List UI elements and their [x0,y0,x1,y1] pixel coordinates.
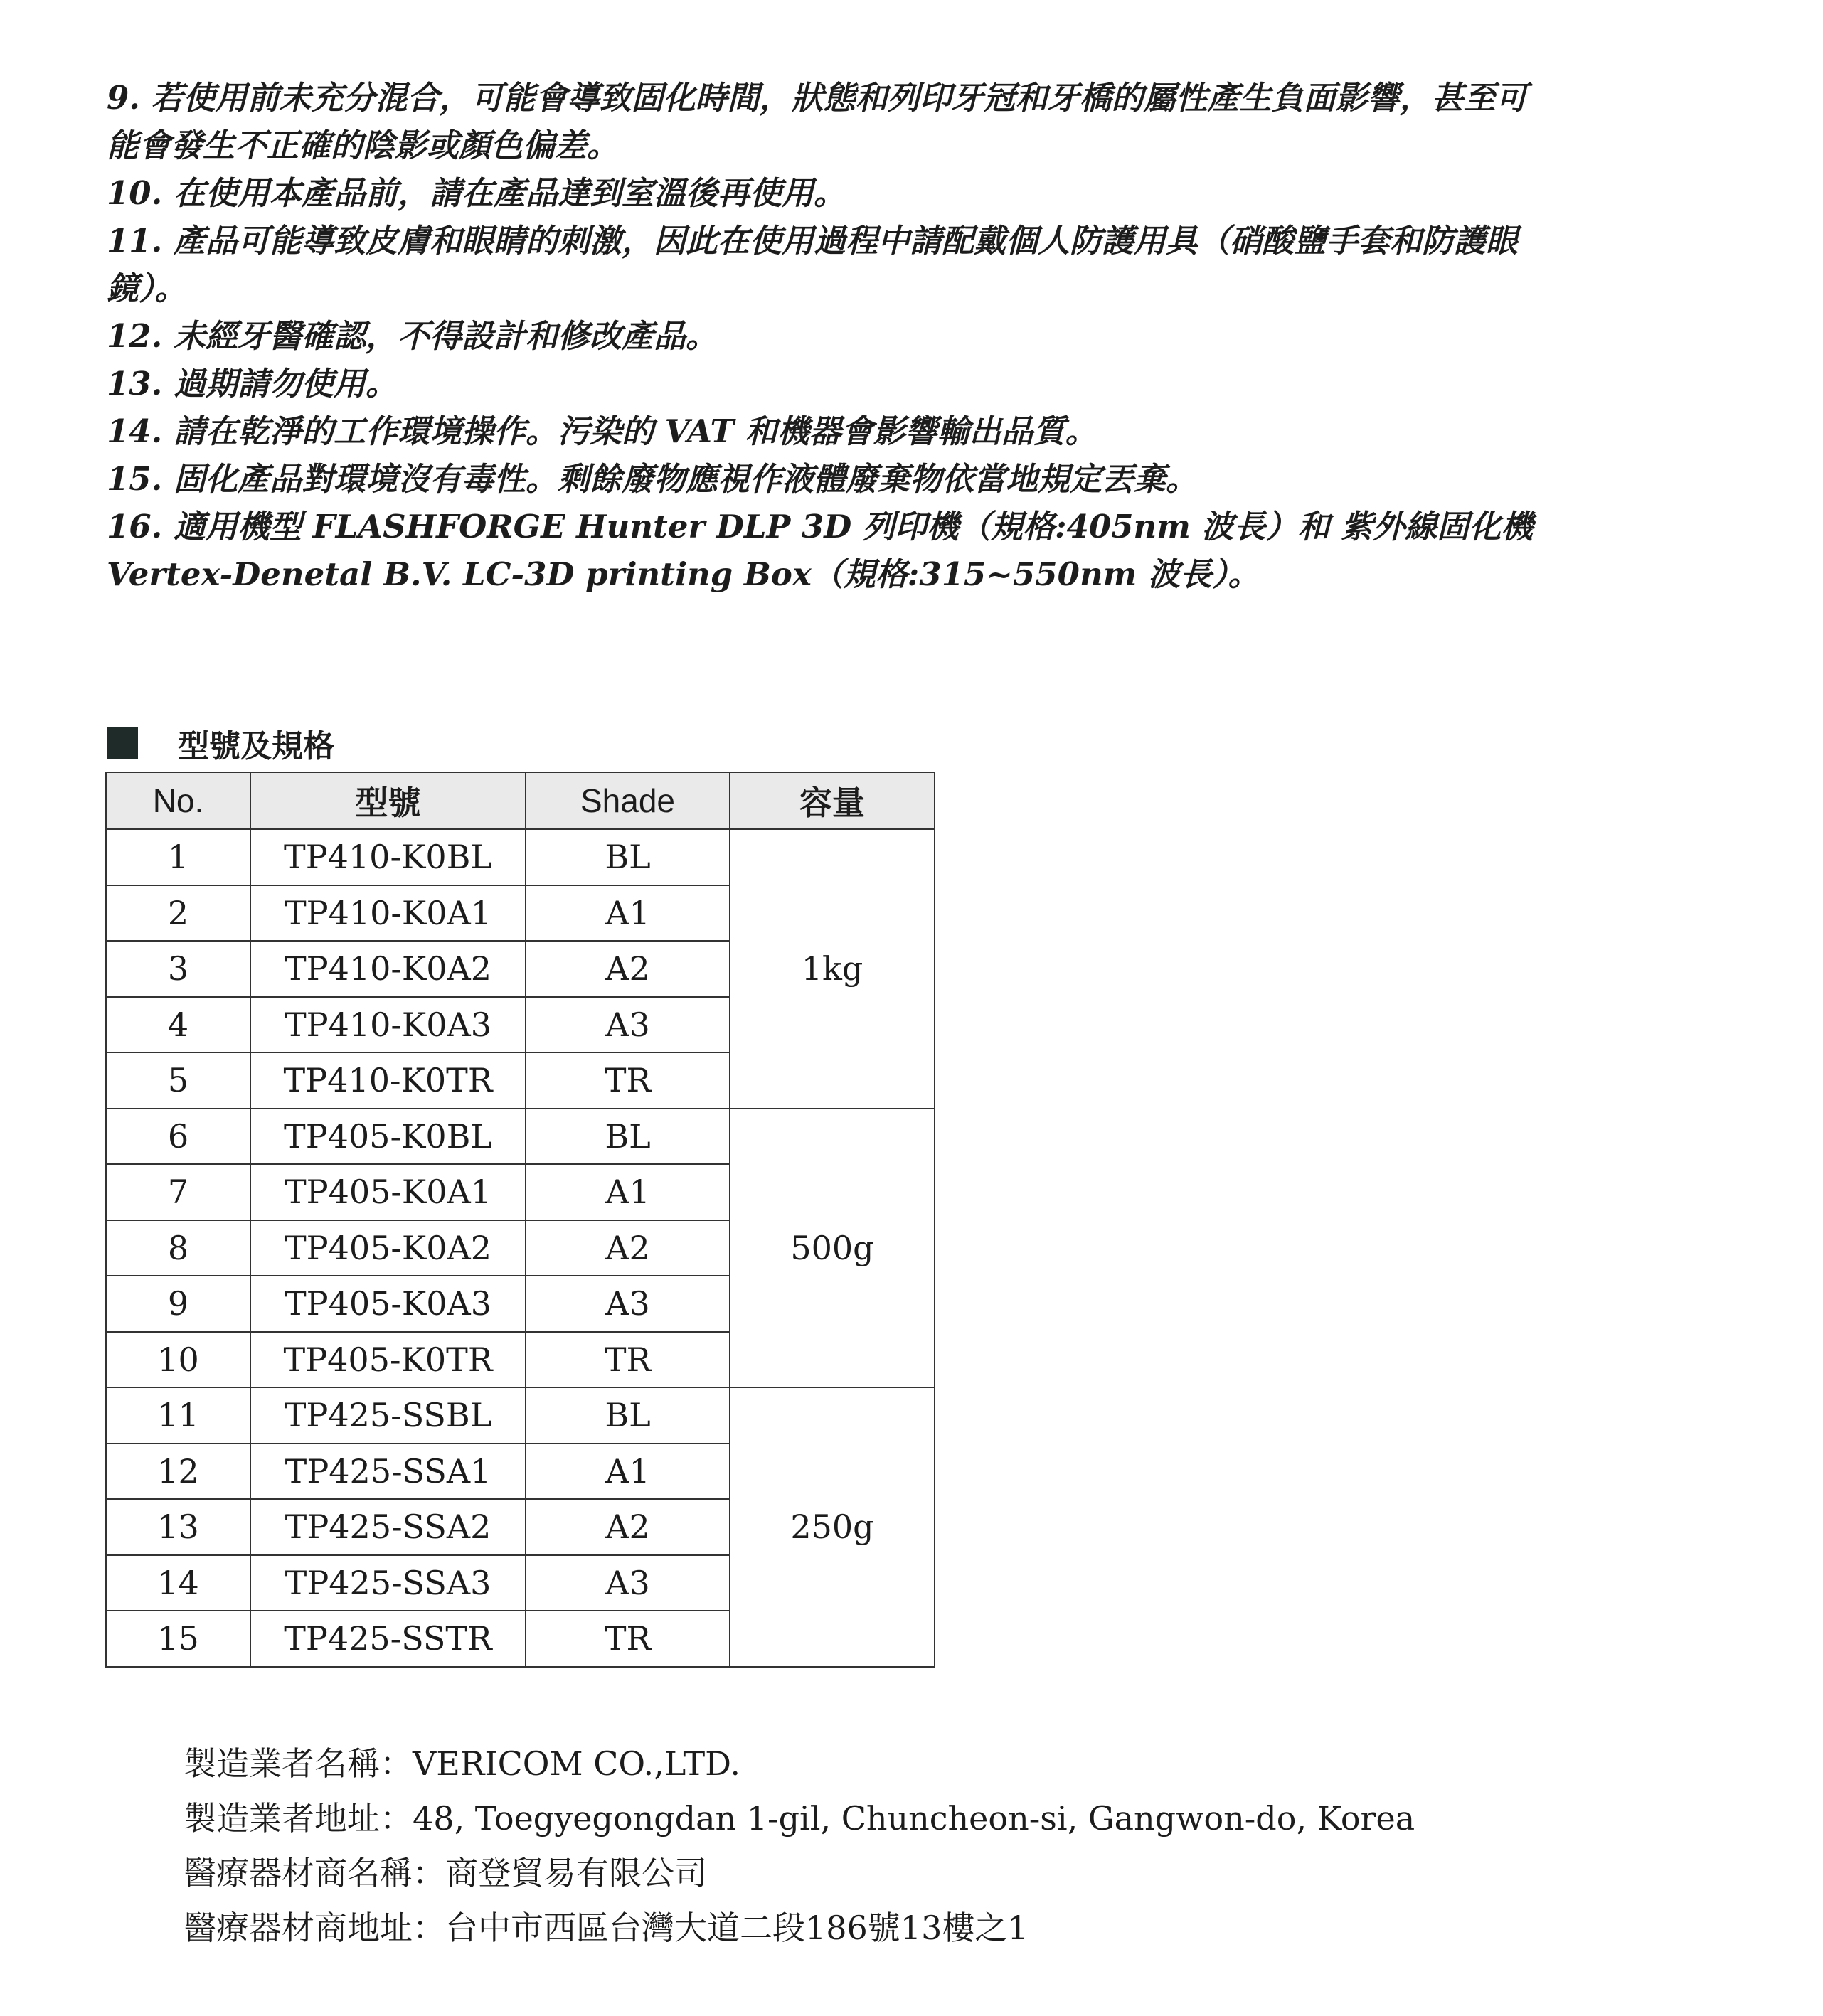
cell-no: 4 [106,997,250,1053]
cell-shade: TR [526,1611,730,1667]
cell-shade: BL [526,1109,730,1165]
cell-no: 7 [106,1164,250,1220]
table-header-row [106,772,935,829]
cell-shade: A2 [526,941,730,997]
header-no: No. [106,772,250,829]
usage-notes [107,74,1728,598]
cell-no: 15 [106,1611,250,1667]
cell-model: TP425-SSBL [250,1387,526,1444]
distributor-name: 醫療器材商名稱：商登貿易有限公司 [184,1854,707,1892]
cell-model: TP410-K0A1 [250,885,526,942]
cell-capacity: 500g [730,1109,935,1388]
table-row [106,829,935,885]
cell-shade: BL [526,829,730,885]
note-line: 11. 產品可能導致皮膚和眼睛的刺激，因此在使用過程中請配戴個人防護用具（硝酸鹽手套和防護眼 [107,222,1518,260]
cell-shade: TR [526,1052,730,1109]
cell-no: 14 [106,1555,250,1611]
table-row [106,1109,935,1165]
cell-model: TP410-K0BL [250,829,526,885]
cell-model: TP405-K0A2 [250,1220,526,1276]
cell-shade: A3 [526,997,730,1053]
cell-capacity: 250g [730,1387,935,1667]
cell-no: 6 [106,1109,250,1165]
cell-no: 11 [106,1387,250,1444]
note-line: 15. 固化產品對環境沒有毒性。剩餘廢物應視作液體廢棄物依當地規定丟棄。 [107,460,1198,498]
cell-shade: A2 [526,1220,730,1276]
note-line: 13. 過期請勿使用。 [107,365,398,402]
note-line: 10. 在使用本產品前，請在產品達到室溫後再使用。 [107,174,846,212]
cell-no: 12 [106,1444,250,1500]
cell-no: 1 [106,829,250,885]
header-model: 型號 [250,772,526,829]
cell-shade: A2 [526,1499,730,1555]
cell-shade: A3 [526,1276,730,1332]
cell-no: 2 [106,885,250,942]
cell-shade: TR [526,1332,730,1388]
model-spec-table [105,772,935,1668]
cell-model: TP410-K0A3 [250,997,526,1053]
section-title: 型號及規格 [178,728,334,764]
cell-capacity: 1kg [730,829,935,1109]
cell-shade: A1 [526,885,730,942]
manufacturer-name: 製造業者名稱：VERICOM CO.,LTD. [184,1744,741,1783]
cell-model: TP405-K0A3 [250,1276,526,1332]
note-line: 9. 若使用前未充分混合，可能會導致固化時間，狀態和列印牙冠和牙橋的屬性產生負面影響，甚至可 [107,79,1528,117]
cell-shade: BL [526,1387,730,1444]
table-row [106,1387,935,1444]
header-capacity: 容量 [730,772,935,829]
cell-model: TP410-K0A2 [250,941,526,997]
cell-shade: A3 [526,1555,730,1611]
cell-no: 3 [106,941,250,997]
cell-model: TP405-K0TR [250,1332,526,1388]
cell-model: TP425-SSA3 [250,1555,526,1611]
cell-shade: A1 [526,1444,730,1500]
header-shade: Shade [526,772,730,829]
company-info [184,1737,1677,1956]
note-line: 能會發生不正確的陰影或顏色偏差。 [107,127,620,164]
cell-model: TP425-SSA2 [250,1499,526,1555]
cell-no: 13 [106,1499,250,1555]
note-line: 鏡）。 [107,270,187,307]
cell-model: TP425-SSTR [250,1611,526,1667]
section-heading [107,718,334,768]
cell-shade: A1 [526,1164,730,1220]
cell-model: TP405-K0A1 [250,1164,526,1220]
note-line: 12. 未經牙醫確認，不得設計和修改產品。 [107,317,718,355]
cell-model: TP405-K0BL [250,1109,526,1165]
manufacturer-address: 製造業者地址：48, Toegyegongdan 1-gil, Chuncheon-si, Gangwon-do, Korea [184,1799,1415,1838]
cell-no: 5 [106,1052,250,1109]
square-bullet-icon [107,727,138,759]
cell-no: 8 [106,1220,250,1276]
distributor-address: 醫療器材商地址：台中市西區台灣大道二段186號13樓之1 [184,1909,1029,1947]
note-line: 16. 適用機型 FLASHFORGE Hunter DLP 3D 列印機（規格:405nm 波長）和 紫外線固化機 [107,508,1534,545]
note-line: Vertex-Denetal B.V. LC-3D printing Box（規格:315~550nm 波長）。 [107,555,1260,593]
cell-no: 10 [106,1332,250,1388]
note-line: 14. 請在乾淨的工作環境操作。污染的 VAT 和機器會影響輸出品質。 [107,412,1097,450]
cell-model: TP425-SSA1 [250,1444,526,1500]
cell-model: TP410-K0TR [250,1052,526,1109]
cell-no: 9 [106,1276,250,1332]
